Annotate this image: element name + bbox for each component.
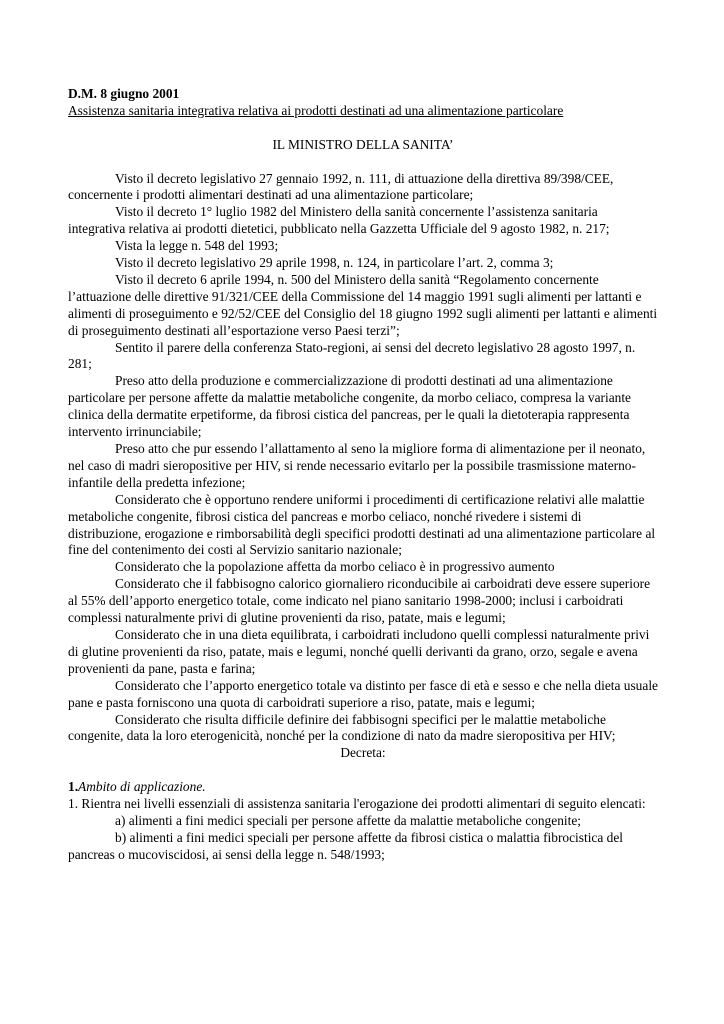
preamble-paragraph: Visto il decreto 1° luglio 1982 del Ministero della sanità concernente l’assistenza sanitaria integrativa relativa ai prodotti dietetici, pubblicato nella Gazzetta Ufficiale del 9 agosto 1982, n. 217; [68, 204, 610, 237]
preamble-paragraph: Visto il decreto legislativo 29 aprile 1998, n. 124, in particolare l’art. 2, comma 3; [115, 255, 554, 271]
document-subtitle: Assistenza sanitaria integrativa relativa ai prodotti destinati ad una alimentazione particolare [68, 102, 564, 118]
preamble-paragraph: Visto il decreto legislativo 27 gennaio 1992, n. 111, di attuazione della direttiva 89/398/CEE, concernente i prodotti alimentari destinati ad una alimentazione particolare; [68, 170, 614, 203]
article-title: Ambito di applicazione. [78, 779, 206, 795]
article-1 [68, 779, 658, 864]
preamble-paragraph: Preso atto della produzione e commercializzazione di prodotti destinati ad una alimentazione particolare per persone affette da malattie metaboliche congenite, da morbo celiaco, compresa la variante clinica della dermatite erpetiforme, da fibrosi cistica del pancreas, per le quali la dietoterapia rappresenta intervento irrinunciabile; [68, 373, 632, 440]
article-heading [68, 779, 658, 796]
preamble-paragraph: Considerato che risulta difficile definire dei fabbisogni specifici per le malattie metaboliche congenite, data la loro eterogenicità, nonché per la condizione di nato da madre sieropositiva per HIV; [68, 711, 616, 744]
preamble-paragraph: Sentito il parere della conferenza Stato-regioni, ai sensi del decreto legislativo 28 agosto 1997, n. 281; [68, 339, 636, 372]
decreta-heading: Decreta: [340, 745, 386, 761]
minister-heading: IL MINISTRO DELLA SANITA’ [272, 136, 454, 152]
document-page [68, 86, 658, 864]
article-paragraph: 1. Rientra nei livelli essenziali di assistenza sanitaria l'erogazione dei prodotti alimentari di seguito elencati: [68, 796, 646, 812]
preamble-paragraph: Considerato che l’apporto energetico totale va distinto per fasce di età e sesso e che nella dieta usuale pane e pasta forniscono una quota di carboidrati superiore a riso, patate, mais e legumi; [68, 677, 658, 710]
article-number: 1. [68, 779, 79, 795]
preamble [68, 171, 658, 746]
preamble-paragraph: Considerato che la popolazione affetta da morbo celiaco è in progressivo aumento [115, 559, 555, 575]
preamble-paragraph: Preso atto che pur essendo l’allattamento al seno la migliore forma di alimentazione per il neonato, nel caso di madri sieropositive per HIV, si rende necessario evitarlo per la possibile trasmissione materno-infantile della predetta infezione; [68, 441, 646, 490]
preamble-paragraph: Considerato che è opportuno rendere uniformi i procedimenti di certificazione relativi alle malattie metaboliche congenite, fibrosi cistica del pancreas e morbo celiaco, nonché rivedere i sistemi di distribuzione, erogazione e rimborsabilità degli specifici prodotti destinati ad una alimentazione particolare al fine del contenimento dei costi al Servizio sanitario nazionale; [68, 491, 656, 558]
preamble-paragraph: Considerato che il fabbisogno calorico giornaliero riconducibile ai carboidrati deve essere superiore al 55% dell’apporto energetico totale, come indicato nel piano sanitario 1998-2000; inclusi i carboidrati complessi naturalmente privi di glutine provenienti da riso, patate, mais e legumi; [68, 576, 651, 626]
document-title: D.M. 8 giugno 2001 [68, 86, 180, 101]
preamble-paragraph: Vista la legge n. 548 del 1993; [115, 238, 279, 254]
article-list-item: a) alimenti a fini medici speciali per persone affette da malattie metaboliche congenite; [115, 812, 581, 828]
preamble-paragraph: Visto il decreto 6 aprile 1994, n. 500 del Ministero della sanità “Regolamento concernente l’attuazione delle direttive 91/321/CEE della Commissione del 14 maggio 1991 sugli alimenti per lattanti e alimenti di proseguimento e 92/52/CEE del Consiglio del 18 giugno 1992 sugli alimenti per lattanti e alimenti di proseguimento destinati all’esportazione verso Paesi terzi”; [68, 271, 658, 338]
article-list-item: b) alimenti a fini medici speciali per persone affette da fibrosi cistica o malattia fibrocistica del pancreas o mucoviscidosi, ai sensi della legge n. 548/1993; [68, 829, 624, 862]
preamble-paragraph: Considerato che in una dieta equilibrata, i carboidrati includono quelli complessi naturalmente privi di glutine provenienti da riso, patate, mais e legumi, nonché quelli derivanti da grano, orzo, segale e avena provenienti da pane, pasta e farina; [68, 626, 650, 676]
